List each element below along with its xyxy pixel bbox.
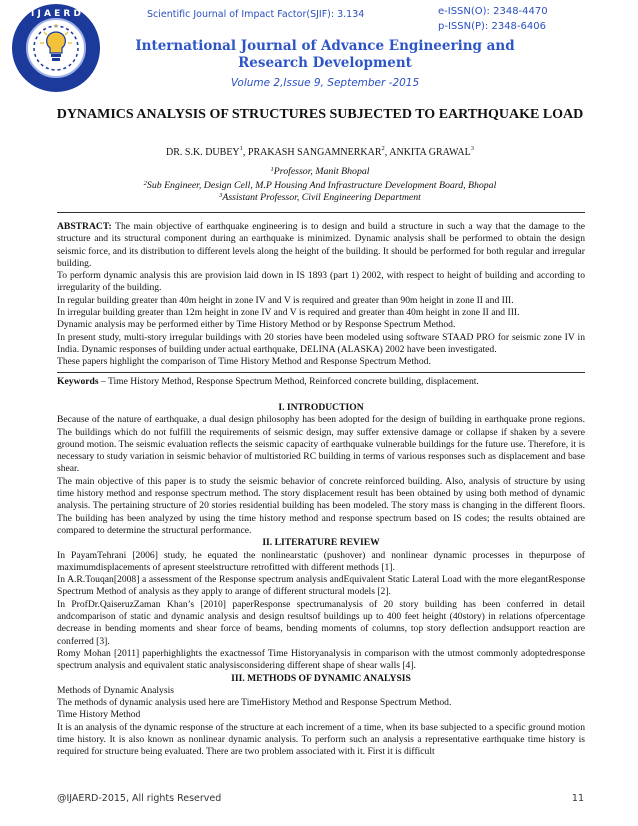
review-p2: In A.R.Touqan[2008] a assessment of the Response spectrum analysis andEquivalent Static Lateral Load with the more elegantResponse Spectrum Method of analysis as they apply to arange of different structural models [2]. bbox=[57, 574, 585, 598]
divider-top bbox=[57, 212, 585, 213]
aff-1-text: Professor, Manit Bhopal bbox=[273, 166, 370, 177]
main-text bbox=[57, 402, 585, 759]
aff-3-sup: 3 bbox=[219, 192, 223, 199]
author-1-sup: 1 bbox=[239, 145, 243, 152]
author-3-sup: 3 bbox=[470, 145, 474, 152]
author-2: , PRAKASH SANGAMNERKAR bbox=[242, 147, 382, 158]
author-2-sup: 2 bbox=[381, 145, 385, 152]
abstract-section bbox=[57, 221, 585, 369]
volume-issue: Volume 2,Issue 9, September -2015 bbox=[230, 77, 420, 89]
issn-block bbox=[438, 4, 548, 34]
keywords-label: Keywords bbox=[57, 376, 99, 387]
abstract-p5: Dynamic analysis may be performed either by Time History Method or by Response Spectrum Method. bbox=[57, 319, 456, 331]
author-1: DR. S.K. DUBEY bbox=[166, 147, 240, 158]
affiliation-2 bbox=[30, 180, 610, 191]
intro-p1: Because of the nature of earthquake, a dual design philosophy has been adopted for the design of building in earthquake prone regions. The buildings which do not fulfill the requirements of seismic design, may suffer extensive damage or collapse if shaken by a severe ground motion. The seismic evaluation reflects the seismic capacity of earthquake vulnerable buildings for the future use. Therefore, it is necessary to study variation in seismic behavior of multistoried RC building in terms of various responses such as displacement and base shear. bbox=[57, 414, 585, 475]
abstract-p4: In irregular building greater than 12m height in zone IV and V is required and greater than 40m height in zone II and III. bbox=[57, 307, 520, 319]
abstract-p7: These papers highlight the comparison of Time History Method and Response Spectrum Method. bbox=[57, 356, 431, 368]
keywords-line bbox=[57, 376, 585, 388]
intro-p2: The main objective of this paper is to study the seismic behavior of concrete reinforced building. Also, analysis of structure by using time history method and response spectrum method. The story displacement result has been obtained by using both method of dynamic analysis. The pertaining structure of 20 stories residential building has been modeled. The story mass is changing in the different floors. The building has been analyzed by using the time history method and response spectrum based on IS codes; the results obtained are compared to determine the structural performance. bbox=[57, 475, 585, 536]
aff-2-sup: 2 bbox=[143, 180, 147, 187]
abstract-p6: In present study, multi-story irregular buildings with 20 stories have been modeled using software STAAD PRO for seismic zone IV in India. Dynamic responses of building under actual earthquake, DELINA (ALASKA) 2002 have been investigated. bbox=[57, 331, 585, 355]
review-p4: Romy Mohan [2011] paperhighlights the exactnessof Time Historyanalysis in comparison with the utmost commonly adoptedresponse spectrum analysis and equivalent static analysisconsidering different shape of shear walls [4]. bbox=[57, 647, 585, 672]
affiliation-3 bbox=[30, 192, 610, 203]
journal-logo-icon bbox=[10, 2, 102, 94]
methods-p3: Time History Method bbox=[57, 709, 141, 721]
review-p3: In ProfDr.QaiseruzZaman Khan’s [2010] paperResponse spectrumanalysis of 20 story building has been conferred in detail andcomparison of static and dynamic analysis and design resultsof buildings up to 400 feet height (40story) in relations ofpercentage decrease in bending moments and shear force of beams, bending moments of columns, top story deflection andsupport reaction are conferred [3]. bbox=[57, 598, 585, 647]
divider-abstract bbox=[57, 372, 585, 373]
paper-title: DYNAMICS ANALYSIS OF STRUCTURES SUBJECTED TO EARTHQUAKE LOAD bbox=[56, 107, 584, 122]
author-line bbox=[40, 147, 600, 158]
aff-1-sup: 1 bbox=[270, 166, 274, 173]
sjif-impact-factor: Scientific Journal of Impact Factor(SJIF): 3.134 bbox=[147, 9, 365, 20]
eissn: e-ISSN(O): 2348-4470 bbox=[438, 6, 548, 17]
methods-p1: Methods of Dynamic Analysis bbox=[57, 684, 174, 696]
aff-2-text: Sub Engineer, Design Cell, M.P Housing And Infrastructure Development Board, Bhopal bbox=[146, 180, 497, 191]
abstract-p1-text: The main objective of earthquake engineering is to design and build a structure in such a way that the damage to the structure and its structural component during an earthquake is minimized. Dynamic analysis shall be performed to obtain the design seismic force, and its distribution to different levels along the height of the building. It should be performed for both regular and irregular building. bbox=[57, 221, 585, 269]
author-3: , ANKITA GRAWAL bbox=[384, 147, 471, 158]
aff-3-text: Assistant Professor, Civil Engineering Department bbox=[222, 192, 421, 203]
abstract-label: ABSTRACT: bbox=[57, 221, 112, 232]
affiliation-1 bbox=[30, 166, 610, 177]
review-p1: In PayamTehrani [2006] study, he equated the nonlinearstatic (pushover) and nonlinear dynamic processes in thepurpose of maximumdisplacements of apresent steelstructure retrofitted with different methods [1]. bbox=[57, 549, 585, 573]
journal-name: International Journal of Advance Engineering and Research Development bbox=[135, 38, 515, 71]
abstract-p3: In regular building greater than 40m height in zone IV and V is required and greater than 90m height in zone II and III. bbox=[57, 294, 514, 306]
section-heading-literature-review: II. LITERATURE REVIEW bbox=[262, 537, 380, 549]
footer-copyright: @IJAERD-2015, All rights Reserved bbox=[57, 793, 222, 804]
methods-p2: The methods of dynamic analysis used here are TimeHistory Method and Response Spectrum Method. bbox=[57, 697, 452, 709]
section-heading-methods: III. METHODS OF DYNAMIC ANALYSIS bbox=[231, 672, 411, 684]
pissn: p-ISSN(P): 2348-6406 bbox=[438, 21, 546, 32]
section-heading-introduction: I. INTRODUCTION bbox=[278, 402, 364, 413]
keywords-text: – Time History Method, Response Spectrum Method, Reinforced concrete building, displacement. bbox=[98, 376, 479, 387]
logo-text: I J A E R D bbox=[31, 9, 81, 19]
methods-p4: It is an analysis of the dynamic response of the structure at each increment of a time, when its base subjected to a specific ground motion time history. It is also known as nonlinear dynamic analysis. To perform such an analysis a representative earthquake time history is required for structure being evaluated. There are two problem associated with it. First it is difficult bbox=[57, 721, 585, 758]
abstract-p2: To perform dynamic analysis this are provision laid down in IS 1893 (part 1) 2002, with respect to height of building and according to irregularity of the building. bbox=[57, 270, 585, 294]
abstract-p1 bbox=[57, 221, 585, 270]
page-number: 11 bbox=[571, 793, 584, 804]
